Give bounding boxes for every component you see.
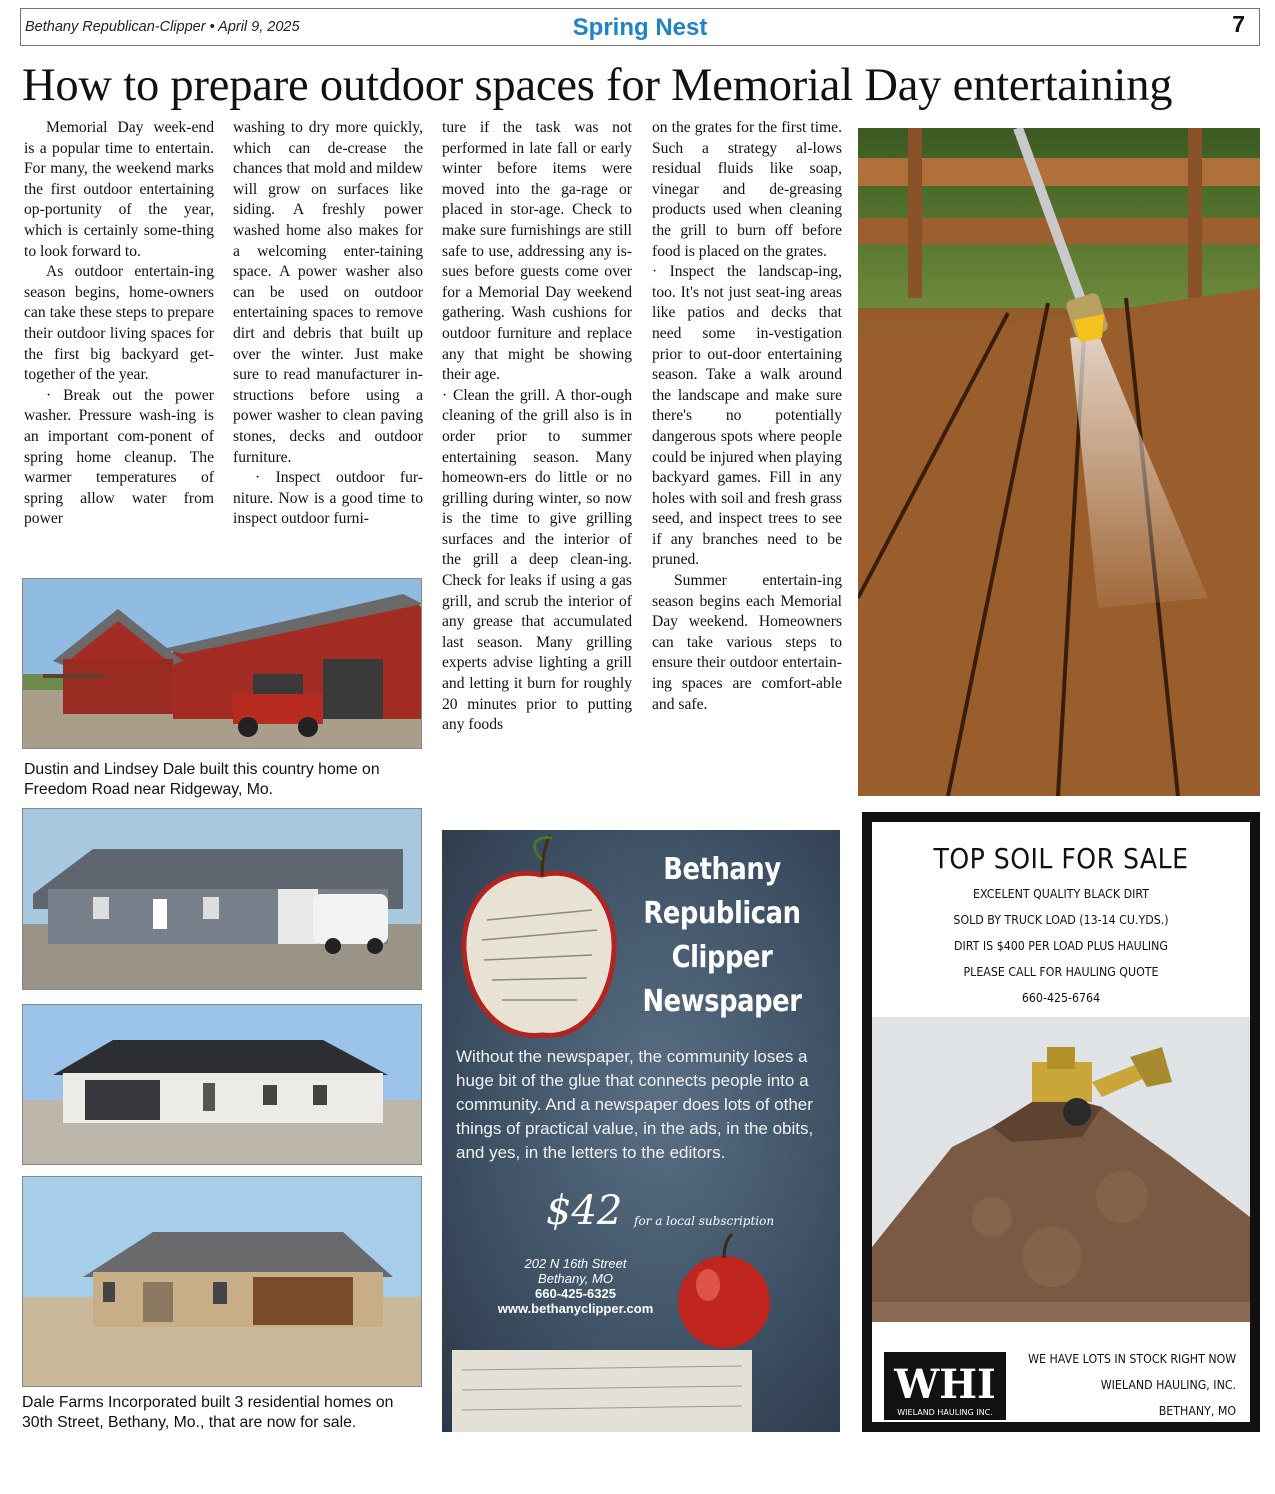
company-name: WIELAND HAULING, INC. bbox=[1100, 1378, 1236, 1392]
title-line: Bethany bbox=[663, 852, 781, 887]
paragraph: Memorial Day week-end is a popular time to entertain. For many, the weekend marks the first outdoor entertaining op-portunity of the year, which is certainly some-thing to look forward to. bbox=[24, 119, 214, 260]
phone-number[interactable]: 660-425-6325 bbox=[535, 1286, 616, 1301]
page-number: 7 bbox=[1232, 11, 1245, 37]
country-home-caption: Dustin and Lindsey Dale built this country home on Freedom Road near Ridgeway, Mo. bbox=[24, 761, 380, 798]
paragraph: · Inspect outdoor fur-niture. Now is a good time to inspect outdoor furni- bbox=[233, 469, 423, 528]
power-washer-photo bbox=[858, 128, 1260, 796]
dirt-pile-photo bbox=[872, 1017, 1250, 1322]
paragraph: As outdoor entertain-ing season begins, home-owners can take these steps to prepare their outdoor living spaces for the first big backyard get-together of the year. bbox=[24, 263, 214, 384]
title-line: Republican bbox=[643, 896, 801, 931]
article-column-2 bbox=[233, 118, 423, 530]
svg-text:WIELAND HAULING INC.: WIELAND HAULING INC. bbox=[897, 1408, 993, 1417]
ad-line: DIRT IS $400 PER LOAD PLUS HAULING bbox=[954, 939, 1168, 953]
page-header bbox=[20, 8, 1260, 46]
publication-dateline: Bethany Republican-Clipper • April 9, 2025 bbox=[25, 19, 300, 35]
homes-caption: Dale Farms Incorporated built 3 residential homes on 30th Street, Bethany, Mo., that are now for sale. bbox=[22, 1394, 394, 1431]
street-address: 202 N 16th Street bbox=[524, 1256, 627, 1271]
top-soil-ad-panel bbox=[872, 822, 1250, 1422]
city: Bethany, MO bbox=[538, 1271, 613, 1286]
paragraph: washing to dry more quickly, which can de-crease the chances that mold and mildew will grow on surfaces like siding. A freshly power washed home also makes for a welcoming enter-taining space. A power washer also can be used on outdoor entertaining spaces to remove dirt and debris that built up over the winter. Just make sure to read manufacturer in-structions before using a power washer to clean paving stones, decks and outdoor furniture. bbox=[233, 119, 423, 466]
newspaper-ad-body: Without the newspaper, the community loses a huge bit of the glue that connects people into a community. And a newspaper does lots of other things of practical value, in the ads, in the obits, and yes, in the letters to the editors. bbox=[456, 1047, 814, 1162]
ad-footer-line: WE HAVE LOTS IN STOCK RIGHT NOW bbox=[1027, 1352, 1236, 1366]
paragraph: ture if the task was not performed in late fall or early winter before items were moved into the ga-rage or placed in stor-age. Check to make sure furnishings are still safe to use, addressing any is-sues before guests come over for a Memorial Day weekend gathering. Wash cushions for outdoor furniture and replace any that might be showing their age. bbox=[442, 119, 632, 384]
ad-line: PLEASE CALL FOR HAULING QUOTE bbox=[963, 965, 1159, 979]
ad-line: EXCELENT QUALITY BLACK DIRT bbox=[973, 887, 1149, 901]
svg-text:WHI: WHI bbox=[894, 1361, 996, 1408]
gray-house-photo bbox=[22, 808, 422, 990]
subscription-price: $42 bbox=[546, 1188, 623, 1234]
top-soil-ad[interactable] bbox=[862, 812, 1260, 1432]
title-line: Clipper bbox=[671, 940, 773, 975]
article-headline: How to prepare outdoor spaces for Memorial Day entertaining bbox=[22, 60, 1173, 111]
tan-house-photo bbox=[22, 1176, 422, 1387]
article-column-1 bbox=[24, 118, 214, 530]
phone-number[interactable]: 660-425-6764 bbox=[1021, 991, 1101, 1005]
ad-line: SOLD BY TRUCK LOAD (13-14 CU.YDS.) bbox=[953, 913, 1169, 927]
section-title: Spring Nest bbox=[572, 14, 708, 41]
paragraph: · Clean the grill. A thor-ough cleaning of the grill also is in order prior to summer entertaining season. Many homeown-ers do little or no grilling during winter, so now is the time to give grilling surfaces and the interior of the grill a deep clean-ing. Check for leaks if using a gas grill, and scrub the interior of any grease that accumulated last season. Many grilling experts advise lighting a grill and letting it burn for roughly 20 minutes prior to putting any foods bbox=[442, 386, 632, 734]
website-link[interactable]: www.bethanyclipper.com bbox=[497, 1301, 654, 1316]
subscription-note: for a local subscription bbox=[634, 1214, 775, 1228]
wieland-hauling-logo bbox=[884, 1352, 1006, 1420]
white-house-photo bbox=[22, 1004, 422, 1165]
paragraph: · Inspect the landscap-ing, too. It's not just seat-ing areas like patios and decks that need some in-vestigation prior to out-door entertaining season. Take a walk around the landscape and make sure there's no potentially dangerous spots where people could be injured when playing backyard games. Fill in any holes with soil and fresh grass seed, and inspect trees to see if any branches need to be pruned. bbox=[652, 263, 842, 569]
newspaper-contact bbox=[478, 1256, 673, 1316]
paragraph: · Break out the power washer. Pressure wash-ing is an important com-ponent of spring home cleanup. The warmer temperatures of spring allow water from power bbox=[24, 386, 214, 528]
paragraph: on the grates for the first time. Such a strategy al-lows residual fluids like soap, vinegar and de-greasing products used when cleaning the grill to burn off before food is placed on the grates. bbox=[652, 119, 842, 260]
newspaper-subscription-ad[interactable] bbox=[442, 830, 840, 1432]
newspaper-ad-title bbox=[636, 848, 808, 1024]
paragraph: Summer entertain-ing season begins each Memorial Day weekend. Homeowners can take various steps to ensure their outdoor entertain-ing spaces are comfort-able and safe. bbox=[652, 572, 842, 713]
country-home-photo bbox=[22, 578, 422, 749]
article-column-4 bbox=[652, 118, 842, 715]
title-line: Newspaper bbox=[642, 984, 802, 1019]
article-column-3 bbox=[442, 118, 632, 736]
company-location: BETHANY, MO bbox=[1158, 1404, 1236, 1418]
top-soil-title: TOP SOIL FOR SALE bbox=[933, 842, 1189, 875]
